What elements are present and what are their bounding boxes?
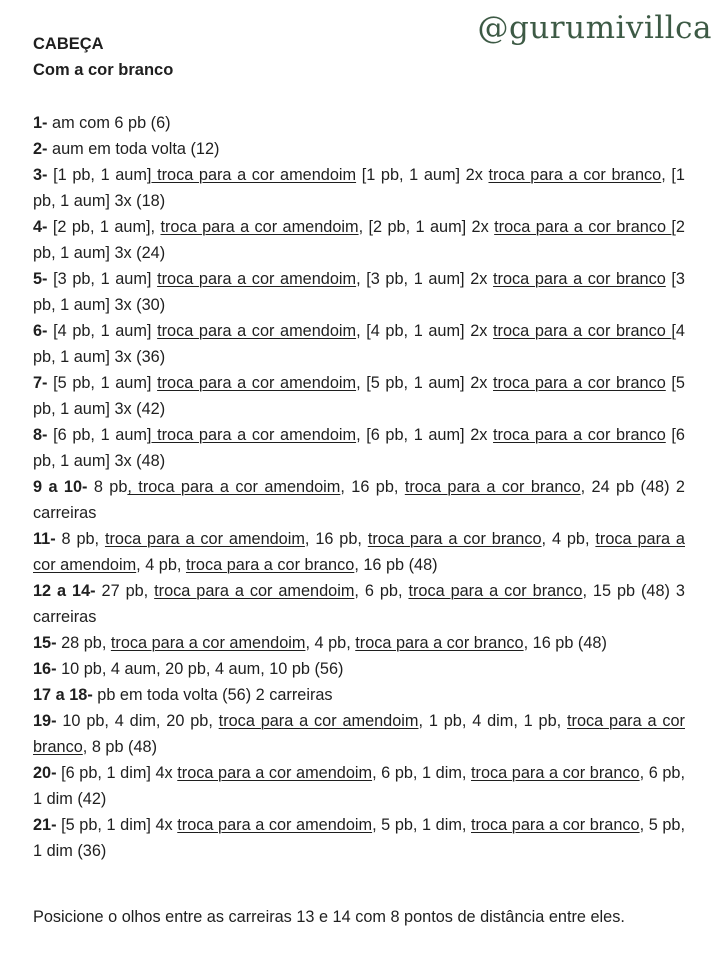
stitch-instruction: 8 pb (87, 478, 128, 496)
stitch-instruction: [4 pb, 1 aum] (47, 322, 158, 340)
color-change-instruction: troca para a cor amendoim (151, 166, 357, 184)
round-item (33, 266, 685, 318)
round-number: 4- (33, 218, 48, 236)
stitch-instruction: , 24 pb (48) 2 carreiras (33, 478, 685, 522)
color-change-instruction: troca para a cor amendoim (160, 218, 359, 236)
round-number: 16- (33, 660, 57, 678)
color-change-instruction: troca para a cor branco (471, 764, 640, 782)
stitch-instruction: , 1 pb, 4 dim, 1 pb, (418, 712, 568, 730)
round-number: 8- (33, 426, 48, 444)
color-change-instruction: troca para a cor amendoim (154, 582, 355, 600)
stitch-instruction: aum em toda volta (12) (47, 140, 220, 158)
stitch-instruction: 27 pb, (95, 582, 155, 600)
color-change-instruction: troca para a cor amendoim (157, 270, 357, 288)
color-change-instruction: troca para a cor amendoim (110, 634, 306, 652)
stitch-instruction: , 5 pb, 1 dim, (372, 816, 472, 834)
round-item (33, 136, 685, 162)
stitch-instruction: 10 pb, 4 aum, 20 pb, 4 aum, 10 pb (56) (56, 660, 344, 678)
stitch-instruction: [3 pb, 1 aum] (47, 270, 158, 288)
stitch-instruction: [1 pb, 1 aum] (47, 166, 152, 184)
stitch-instruction: 10 pb, 4 dim, 20 pb, (56, 712, 219, 730)
round-item (33, 708, 685, 760)
watermark-handle: @gurumivillca (477, 10, 712, 46)
stitch-instruction: , 6 pb, 1 dim, (372, 764, 472, 782)
color-change-instruction: troca para a cor branco (33, 712, 685, 756)
round-number: 5- (33, 270, 48, 288)
color-change-instruction: troca para a cor branco (367, 530, 542, 548)
stitch-instruction: [2 pb, 1 aum] 3x (24) (33, 218, 685, 262)
stitch-instruction: [1 pb, 1 aum] 2x (356, 166, 489, 184)
stitch-instruction: , [3 pb, 1 aum] 2x (356, 270, 494, 288)
stitch-instruction: , 15 pb (48) 3 carreiras (33, 582, 685, 626)
round-item (33, 474, 685, 526)
stitch-instruction: [5 pb, 1 aum] (47, 374, 158, 392)
round-item (33, 422, 685, 474)
stitch-instruction: , 16 pb (48) (523, 634, 607, 652)
eye-placement-note: Posicione o olhos entre as carreiras 13 e 14 com 8 pontos de distância entre eles. (33, 908, 625, 926)
round-number: 11- (33, 530, 56, 548)
color-change-instruction: troca para a cor amendoim (33, 530, 685, 574)
color-change-instruction: troca para a cor branco (185, 556, 355, 574)
round-item (33, 656, 685, 682)
round-number: 2- (33, 140, 48, 158)
round-number: 7- (33, 374, 48, 392)
round-item (33, 578, 685, 630)
round-item (33, 812, 685, 864)
stitch-instruction: , 16 pb (48) (354, 556, 438, 574)
stitch-instruction: , 4 pb, (136, 556, 186, 574)
color-change-instruction: troca para a cor amendoim (157, 374, 357, 392)
stitch-instruction: [5 pb, 1 dim] 4x (56, 816, 178, 834)
stitch-instruction: [4 pb, 1 aum] 3x (36) (33, 322, 685, 366)
stitch-instruction: , 16 pb, (340, 478, 405, 496)
stitch-instruction: 28 pb, (56, 634, 111, 652)
stitch-instruction: , 4 pb, (541, 530, 596, 548)
round-item (33, 162, 685, 214)
round-item (33, 318, 685, 370)
color-change-instruction: , troca para a cor amendoim (127, 478, 341, 496)
color-change-instruction: troca para a cor branco (493, 270, 666, 288)
stitch-instruction: , [4 pb, 1 aum] 2x (356, 322, 494, 340)
round-number: 19- (33, 712, 57, 730)
round-number: 3- (33, 166, 48, 184)
stitch-instruction: , [2 pb, 1 aum] 2x (358, 218, 495, 236)
section-title: CABEÇA (33, 35, 104, 53)
stitch-instruction: , 6 pb, 1 dim (42) (33, 764, 685, 808)
round-number: 6- (33, 322, 48, 340)
round-item (33, 370, 685, 422)
stitch-instruction: , 8 pb (48) (82, 738, 158, 756)
stitch-instruction: , [1 pb, 1 aum] 3x (18) (33, 166, 685, 210)
round-number: 20- (33, 764, 57, 782)
round-item (33, 630, 685, 656)
round-item (33, 526, 685, 578)
stitch-instruction: 8 pb, (55, 530, 105, 548)
color-change-instruction: troca para a cor amendoim (218, 712, 419, 730)
stitch-instruction: , 4 pb, (305, 634, 356, 652)
stitch-instruction: , 6 pb, (354, 582, 409, 600)
stitch-instruction: , [5 pb, 1 aum] 2x (356, 374, 494, 392)
round-number: 9 a 10- (33, 478, 88, 496)
color-change-instruction: troca para a cor branco (493, 322, 672, 340)
stitch-instruction: [6 pb, 1 aum] (47, 426, 152, 444)
round-number: 17 a 18- (33, 686, 93, 704)
color-change-instruction: troca para a cor branco (494, 218, 672, 236)
stitch-instruction: [2 pb, 1 aum], (47, 218, 161, 236)
round-item (33, 760, 685, 812)
stitch-instruction: pb em toda volta (56) 2 carreiras (92, 686, 333, 704)
color-change-instruction: troca para a cor branco (408, 582, 583, 600)
round-item (33, 682, 685, 708)
color-change-instruction: troca para a cor branco (404, 478, 581, 496)
stitch-instruction: , [6 pb, 1 aum] 2x (356, 426, 494, 444)
color-change-instruction: troca para a cor branco (355, 634, 524, 652)
stitch-instruction: , 16 pb, (304, 530, 368, 548)
color-change-instruction: troca para a cor amendoim (177, 764, 373, 782)
color-change-instruction: troca para a cor amendoim (157, 322, 357, 340)
stitch-instruction: [6 pb, 1 aum] 3x (48) (33, 426, 685, 470)
color-change-instruction: troca para a cor branco (488, 166, 662, 184)
color-change-instruction: troca para a cor branco (493, 426, 666, 444)
stitch-instruction: [3 pb, 1 aum] 3x (30) (33, 270, 685, 314)
round-number: 15- (33, 634, 57, 652)
color-change-instruction: troca para a cor amendoim (151, 426, 357, 444)
round-number: 1- (33, 114, 48, 132)
stitch-instruction: , 5 pb, 1 dim (36) (33, 816, 685, 860)
section-subtitle: Com a cor branco (33, 61, 174, 79)
color-change-instruction: troca para a cor branco (471, 816, 640, 834)
color-change-instruction: troca para a cor amendoim (104, 530, 305, 548)
round-item (33, 110, 685, 136)
stitch-instruction: [5 pb, 1 aum] 3x (42) (33, 374, 685, 418)
stitch-instruction: am com 6 pb (6) (47, 114, 171, 132)
round-number: 21- (33, 816, 57, 834)
color-change-instruction: troca para a cor branco (493, 374, 666, 392)
round-item (33, 214, 685, 266)
color-change-instruction: troca para a cor amendoim (177, 816, 373, 834)
round-number: 12 a 14- (33, 582, 96, 600)
rounds-list (33, 110, 685, 864)
stitch-instruction: [6 pb, 1 dim] 4x (56, 764, 178, 782)
